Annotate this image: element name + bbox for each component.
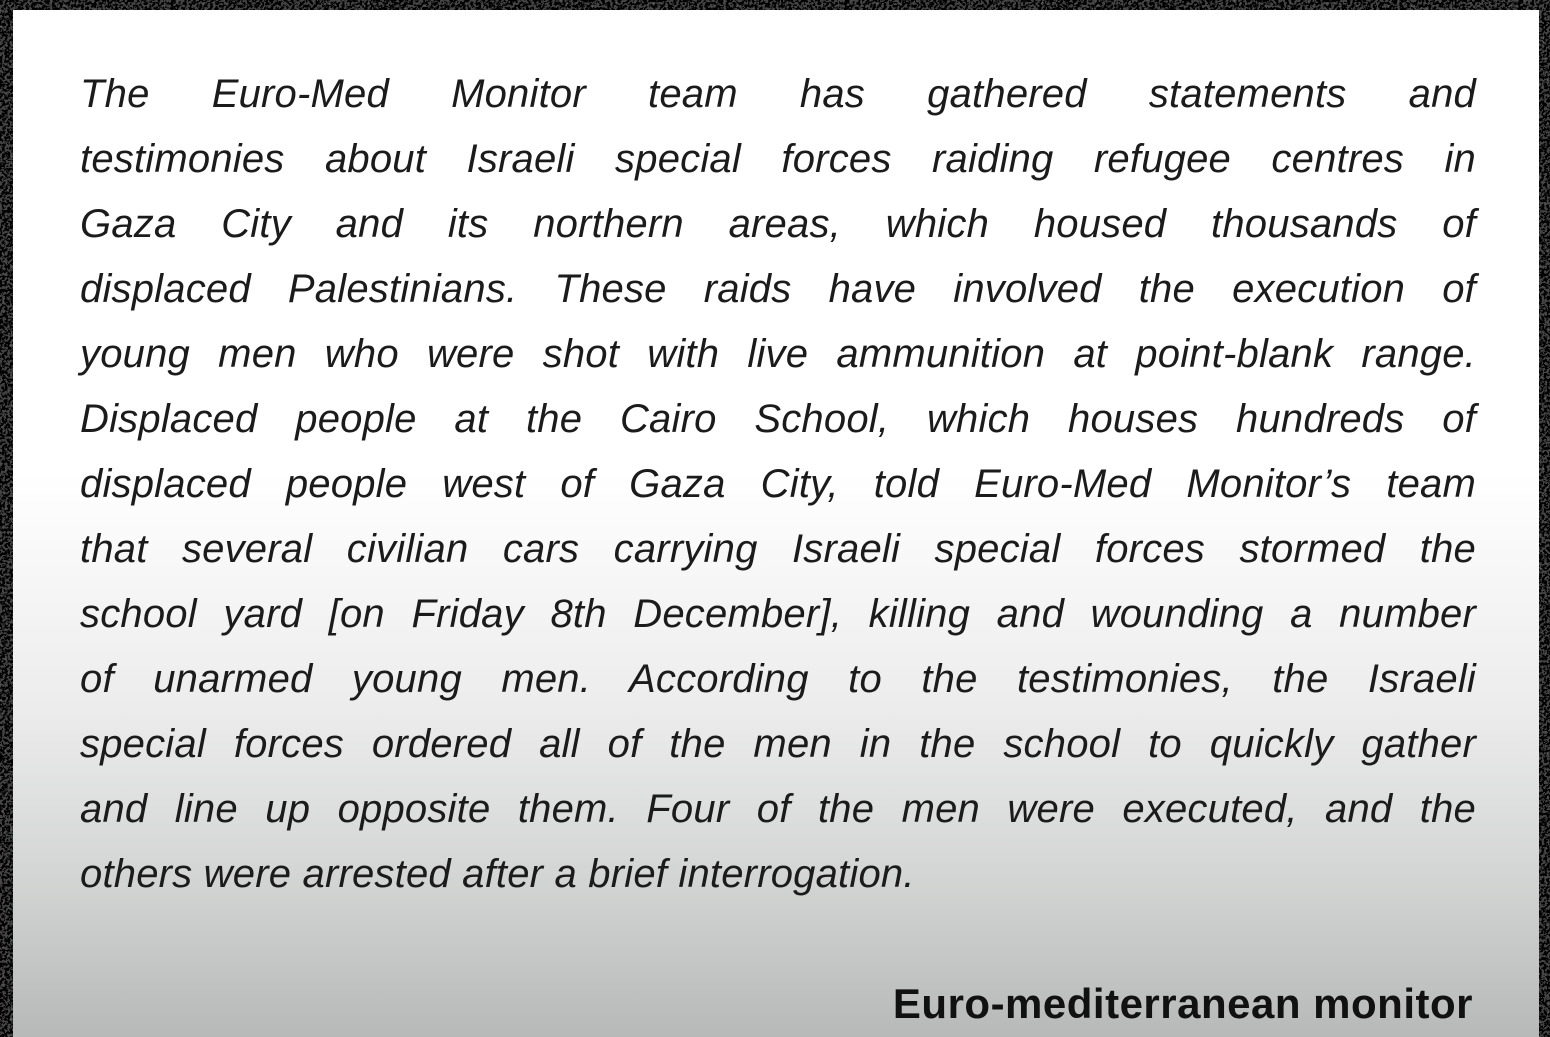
quote-line: young men who were shot with live ammunition at point-blank range. bbox=[80, 332, 1476, 376]
attribution-source-label: Euro-mediterranean monitor bbox=[892, 980, 1473, 1027]
quote-line: that several civilian cars carrying Israeli special forces stormed the bbox=[80, 527, 1476, 571]
quote-line: others were arrested after a brief interrogation. bbox=[80, 852, 915, 896]
quote-line: The Euro-Med Monitor team has gathered statements and bbox=[80, 72, 1476, 116]
quote-line: special forces ordered all of the men in the school to quickly gather bbox=[80, 722, 1476, 766]
quote-paragraph bbox=[80, 62, 1476, 907]
quote-line: Displaced people at the Cairo School, which houses hundreds of bbox=[80, 397, 1476, 441]
quote-line: displaced people west of Gaza City, told Euro-Med Monitor’s team bbox=[80, 462, 1476, 506]
quote-line: displaced Palestinians. These raids have involved the execution of bbox=[80, 267, 1476, 311]
quote-card bbox=[13, 10, 1539, 1037]
quote-line: and line up opposite them. Four of the men were executed, and the bbox=[80, 787, 1476, 831]
quote-line: school yard [on Friday 8th December], killing and wounding a number bbox=[80, 592, 1476, 636]
quote-line: testimonies about Israeli special forces raiding refugee centres in bbox=[80, 137, 1476, 181]
quote-line: of unarmed young men. According to the testimonies, the Israeli bbox=[80, 657, 1476, 701]
quote-line: Gaza City and its northern areas, which housed thousands of bbox=[80, 202, 1476, 246]
